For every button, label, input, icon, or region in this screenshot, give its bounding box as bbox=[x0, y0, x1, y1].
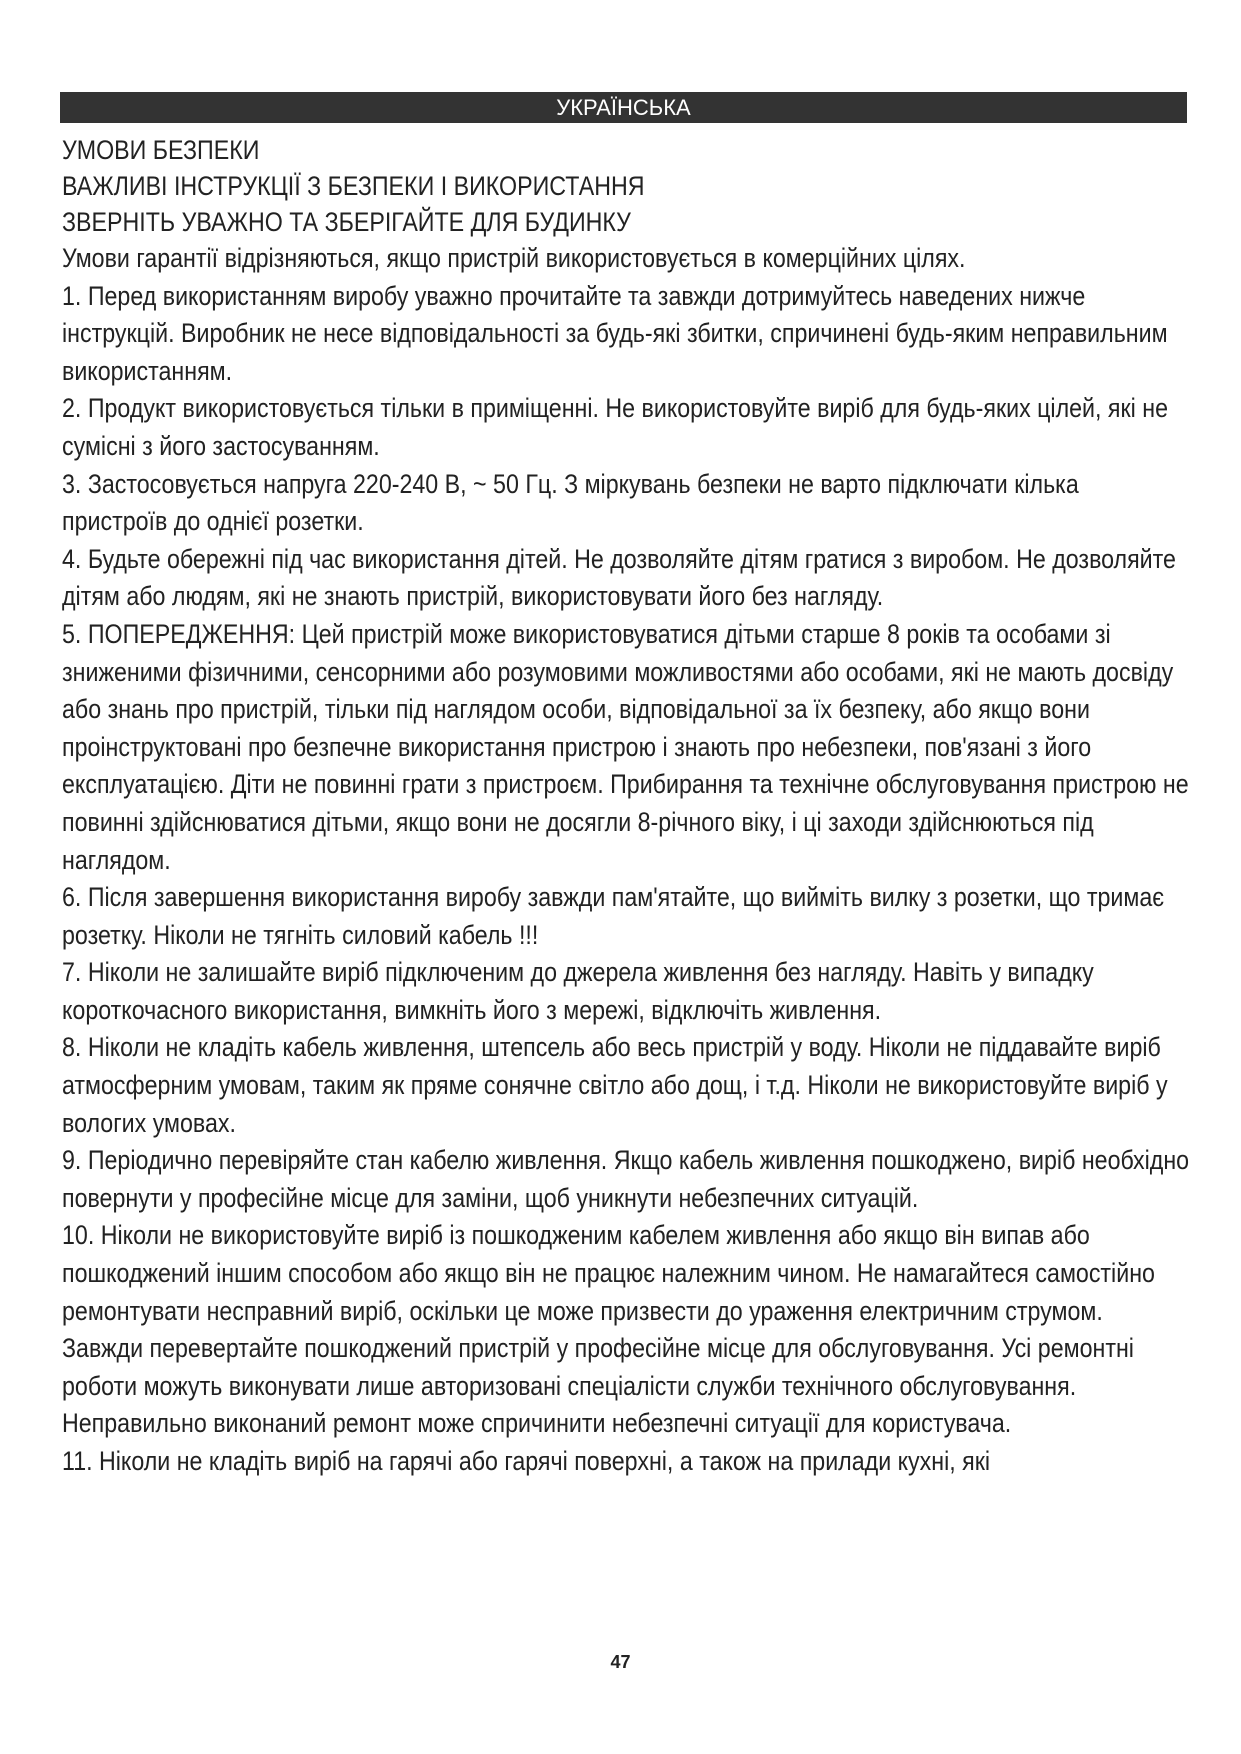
document-body bbox=[62, 132, 1190, 1481]
safety-item-2: 2. Продукт використовується тільки в приміщенні. Не використовуйте виріб для будь-яких цілей, які не сумісні з його застосуванням. bbox=[62, 393, 1169, 461]
section-subtitle-instructions: ВАЖЛИВІ ІНСТРУКЦІЇ З БЕЗПЕКИ І ВИКОРИСТАННЯ bbox=[62, 171, 645, 201]
language-header-bar: УКРАЇНСЬКА bbox=[60, 92, 1187, 123]
safety-item-4: 4. Будьте обережні під час використання дітей. Не дозволяйте дітям гратися з виробом. Не дозволяйте дітям або людям, які не знають пристрій, використовувати його без нагляду. bbox=[62, 543, 1176, 612]
warranty-note: Умови гарантії відрізняються, якщо пристрій використовується в комерційних цілях. bbox=[62, 243, 966, 273]
safety-item-7: 7. Ніколи не залишайте виріб підключеним до джерела живлення без нагляду. Навіть у випадку короткочасного використання, вимкніть його з мережі, відключіть живлення. bbox=[62, 957, 1094, 1025]
section-title: УМОВИ БЕЗПЕКИ bbox=[62, 135, 260, 165]
page-number: 47 bbox=[610, 1652, 631, 1672]
safety-item-10: 10. Ніколи не використовуйте виріб із пошкодженим кабелем живлення або якщо він випав або пошкоджений іншим способом або якщо він не працює належним чином. Не намагайтеся самостійно ремонтувати несправний виріб, оскільки це може призвести до ураження електричним струмом. Завжди перевертайте пошкоджений пристрій у професійне місце для обслуговування. Усі ремонтні роботи можуть виконувати лише авторизовані спеціалісти служби технічного обслуговування. Неправильно виконаний ремонт може спричинити небезпечні ситуації для користувача. bbox=[62, 1220, 1155, 1439]
safety-item-8: 8. Ніколи не кладіть кабель живлення, штепсель або весь пристрій у воду. Ніколи не піддавайте виріб атмосферним умовам, таким як пряме сонячне світло або дощ, і т.д. Ніколи не використовуйте виріб у вологих умовах. bbox=[62, 1032, 1168, 1138]
safety-item-9: 9. Періодично перевіряйте стан кабелю живлення. Якщо кабель живлення пошкоджено, виріб необхідно повернути у професійне місце для заміни, щоб уникнути небезпечних ситуацій. bbox=[62, 1145, 1190, 1213]
safety-item-1: 1. Перед використанням виробу уважно прочитайте та завжди дотримуйтесь наведених нижче інструкцій. Виробник не несе відповідальності за будь-які збитки, спричинені будь-яким неправильним використанням. bbox=[62, 280, 1168, 386]
safety-item-5: 5. ПОПЕРЕДЖЕННЯ: Цей пристрій може використовуватися дітьми старше 8 років та особами зі зниженими фізичними, сенсорними або розумовими можливостями або особами, які не мають досвіду або знань про пристрій, тільки під наглядом особи, відповідальної за їх безпеку, або якщо вони проінструктовані про безпечне використання пристрою і знають про небезпеки, пов'язані з його експлуатацією. Діти не повинні грати з пристроєм. Прибирання та технічне обслуговування пристрою не повинні здійснюватися дітьми, якщо вони не досягли 8-річного віку, і ці заходи здійснюються під наглядом. bbox=[62, 618, 1189, 875]
safety-item-3: 3. Застосовується напруга 220-240 В, ~ 50 Гц. З міркувань безпеки не варто підключати кілька пристроїв до однієї розетки. bbox=[62, 468, 1079, 537]
safety-item-11: 11. Ніколи не кладіть виріб на гарячі або гарячі поверхні, а також на прилади кухні, які bbox=[62, 1446, 991, 1476]
section-subtitle-keep: ЗВЕРНІТЬ УВАЖНО ТА ЗБЕРІГАЙТЕ ДЛЯ БУДИНКУ bbox=[62, 207, 631, 237]
safety-item-6: 6. Після завершення використання виробу завжди пам'ятайте, що вийміть вилку з розетки, що тримає розетку. Ніколи не тягніть силовий кабель !!! bbox=[62, 882, 1165, 950]
